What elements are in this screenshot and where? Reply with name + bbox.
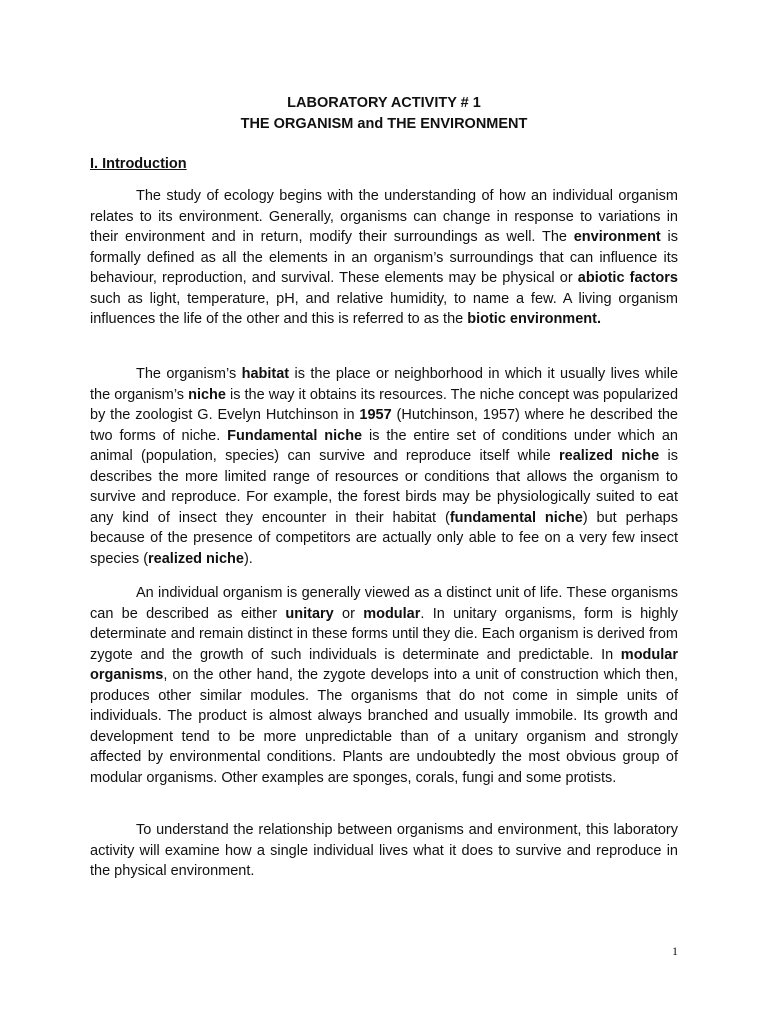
text-run: . In unitary organisms, form is highly determinate and remain distinct in these forms until they die. Each organism is derived from zygote and the growth of such individuals is determinate and predictable. In [90, 605, 678, 663]
text-run: The organism’s [136, 366, 242, 382]
text-run: is the place or neighborhood in which it usually lives while the organism’s [90, 366, 679, 403]
bold-term: Fundamental niche [227, 427, 363, 444]
text-run: (Hutchinson, 1957) where he described the two forms of niche. [90, 407, 678, 444]
text-run: ) but perhaps because of the presence of competitors are actually only able to fee on a very few insect species ( [90, 509, 678, 567]
text-run: An individual organism is generally viewed as a distinct unit of life. These organisms can be described as either [90, 585, 678, 622]
paragraph-3 [90, 583, 678, 788]
text-run: The study of ecology begins with the understanding of how an individual organism relates to its environment. Generally, organisms can change in response to variations in their environment and in return, modify their surroundings as well. The [90, 188, 678, 245]
bold-term: biotic environment. [467, 311, 601, 327]
bold-term: realized niche [559, 448, 660, 464]
text-run: is formally defined as all the elements in an organism’s surroundings that can influence its behaviour, reproduction, and survival. These elements may be physical or [90, 229, 678, 286]
section-heading: I. Introduction [90, 156, 187, 172]
bold-term: realized niche [148, 550, 244, 567]
paragraph-4 [90, 820, 678, 882]
bold-term: fundamental niche [449, 509, 583, 526]
paragraph-1 [90, 186, 678, 330]
text-run: is describes the more limited range of resources or conditions that allows the organism to survive and reproduce. For example, the forest birds may be physiologically suited to eat any kind of insect they encounter in their habitat ( [90, 448, 678, 526]
page-number: 1 [672, 944, 678, 958]
text-run: such as light, temperature, pH, and relative humidity, to name a few. A living organism influences the life of the other and this is referred to as the [90, 290, 678, 327]
bold-term: environment [573, 229, 661, 245]
text-run: is the entire set of conditions under which an animal (population, species) can survive and reproduce itself while [90, 427, 678, 464]
document-title-line-1: LABORATORY ACTIVITY # 1 [287, 95, 481, 111]
text-run: ). [243, 550, 253, 567]
text-run: or [333, 605, 364, 622]
bold-term: modular [363, 605, 421, 622]
bold-term: habitat [241, 366, 290, 382]
bold-term: unitary [285, 605, 334, 622]
text-run: is the way it obtains its resources. The niche concept was popularized by the zoologist G. Evelyn Hutchinson in [90, 386, 679, 423]
bold-term: modular organisms [90, 646, 678, 683]
paragraph-2 [90, 364, 678, 569]
bold-term: 1957 [359, 407, 392, 423]
document-title-line-2: THE ORGANISM and THE ENVIRONMENT [240, 116, 528, 132]
text-run: To understand the relationship between organisms and environment, this laboratory activity will examine how a single individual lives what it does to survive and reproduce in the physical environment. [90, 822, 678, 879]
bold-term: abiotic factors [577, 270, 678, 286]
text-run: , on the other hand, the zygote develops into a unit of construction which then, produces other similar modules. The organisms that do not come in simple units of individuals. The product is almost always branched and usually immobile. Its growth and development tend to be more unpredictable than of a unitary organism and strongly affected by environmental conditions. Plants are undoubtedly the most obvious group of modular organisms. Other examples are sponges, corals, fungi and some protists. [90, 667, 678, 786]
bold-term: niche [188, 386, 226, 403]
